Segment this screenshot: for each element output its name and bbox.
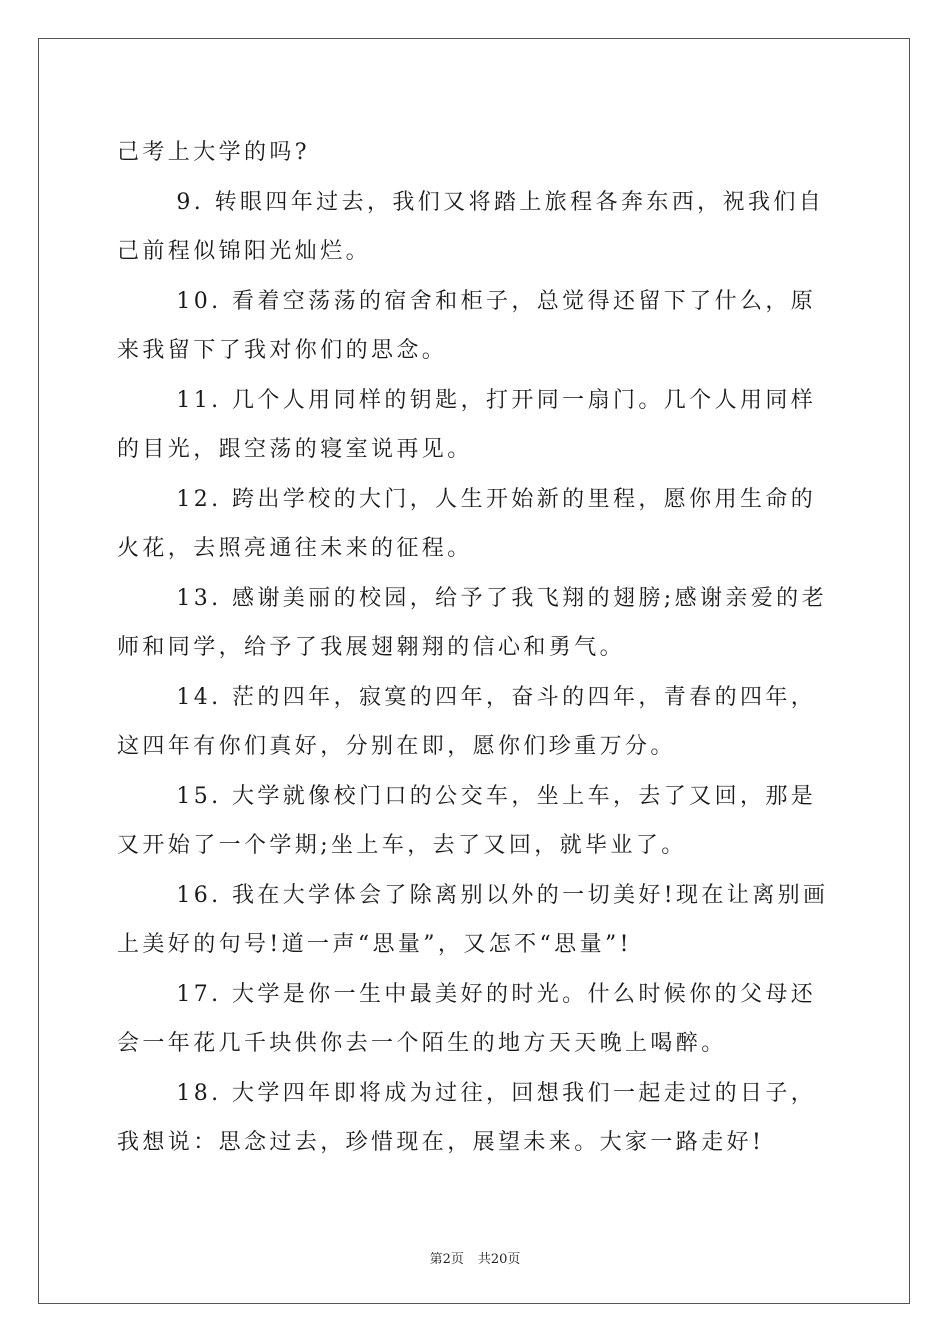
paragraph-item-14: 14. 茫的四年，寂寞的四年，奋斗的四年，青春的四年，这四年有你们真好，分别在即，愿你们珍重万分。 — [117, 684, 817, 759]
page-number: 第2页 — [429, 1252, 464, 1267]
paragraph-item-17: 17. 大学是你一生中最美好的时光。什么时候你的父母还会一年花几千块供你去一个陌生的地方天天晚上喝醉。 — [117, 981, 817, 1056]
paragraph-item-18: 18. 大学四年即将成为过往，回想我们一起走过的日子，我想说：思念过去，珍惜现在，展望未来。大家一路走好! — [117, 1080, 817, 1155]
paragraph-item-9: 9. 转眼四年过去，我们又将踏上旅程各奔东西，祝我们自己前程似锦阳光灿烂。 — [117, 189, 825, 264]
page-footer — [0, 1248, 950, 1267]
paragraph-item-13: 13. 感谢美丽的校园，给予了我飞翔的翅膀;感谢亲爱的老师和同学，给予了我展翅翱翔的信心和勇气。 — [117, 585, 827, 660]
page-total: 共20页 — [477, 1252, 521, 1267]
paragraph-item-16: 16. 我在大学体会了除离别以外的一切美好!现在让离别画上美好的句号!道一声“思量”，又怎不“思量”! — [117, 882, 829, 957]
paragraph-item-12: 12. 跨出学校的大门，人生开始新的里程，愿你用生命的火花，去照亮通往未来的征程。 — [117, 486, 817, 561]
paragraph-item-11: 11. 几个人用同样的钥匙，打开同一扇门。几个人用同样的目光，跟空荡的寝室说再见。 — [117, 387, 817, 462]
paragraph-continuation: 己考上大学的吗? — [117, 140, 310, 165]
paragraph-item-15: 15. 大学就像校门口的公交车，坐上车，去了又回，那是又开始了一个学期;坐上车，去了又回，就毕业了。 — [117, 783, 817, 858]
paragraph-item-10: 10. 看着空荡荡的宿舍和柜子，总觉得还留下了什么，原来我留下了我对你们的思念。 — [117, 288, 817, 363]
document-body — [117, 128, 837, 1168]
